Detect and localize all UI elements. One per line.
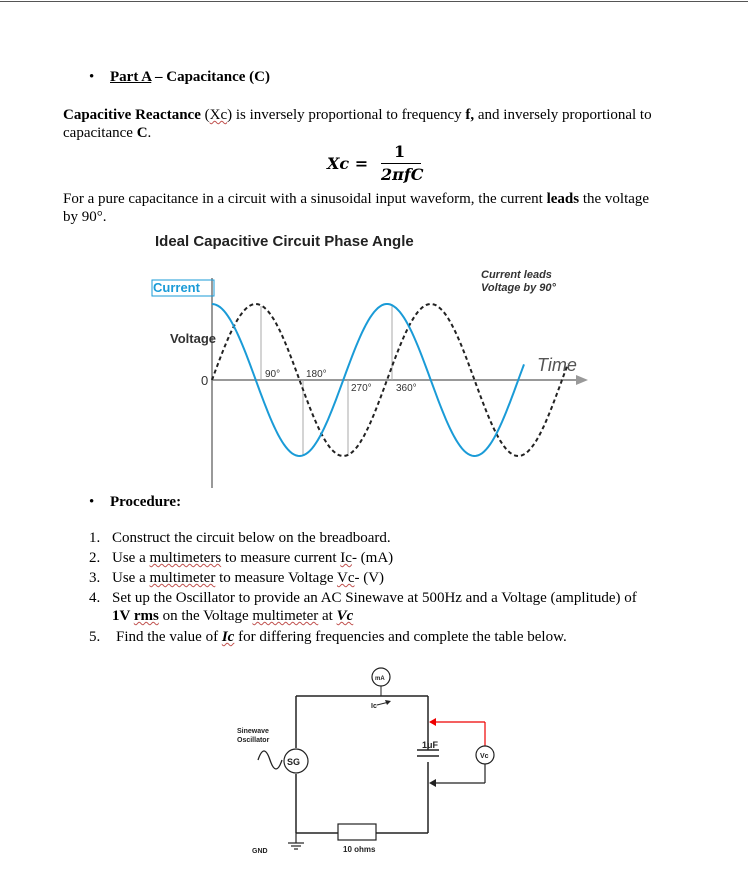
step-4-number: 4. bbox=[89, 590, 101, 606]
step-3-number: 3. bbox=[89, 570, 101, 586]
text-run: Ic bbox=[221, 629, 235, 645]
text-run: - (V) bbox=[354, 570, 385, 586]
top-border bbox=[0, 1, 748, 2]
resistor bbox=[338, 824, 376, 840]
tick-label-360: 360° bbox=[396, 383, 417, 394]
x-axis-arrow bbox=[576, 375, 588, 385]
text-run: rms bbox=[133, 608, 159, 624]
text-run: multimeter bbox=[149, 570, 216, 586]
text-run: Vc bbox=[336, 570, 355, 586]
annotation-line-1: Current leads bbox=[481, 269, 552, 281]
tick-label-90: 90° bbox=[265, 369, 281, 380]
current-legend: Current bbox=[153, 280, 200, 295]
text-run: For a pure capacitance in a circuit with a sinusoidal input waveform, the current bbox=[63, 191, 547, 207]
text-run: Find the value of bbox=[116, 629, 222, 645]
formula-denominator: 2πfC bbox=[381, 165, 424, 184]
text-run: to measure current bbox=[221, 550, 341, 566]
formula-numerator: 1 bbox=[394, 142, 406, 161]
oscillator-label-1: Sinewave bbox=[237, 728, 269, 735]
voltage-legend: Voltage bbox=[170, 331, 216, 346]
part-a-label: Part A bbox=[110, 69, 152, 85]
step-2-number: 2. bbox=[89, 550, 101, 566]
phase-chart bbox=[140, 226, 610, 496]
text-run: multimeters bbox=[149, 550, 222, 566]
text-run: on the Voltage bbox=[158, 608, 253, 624]
x-axis-label: Time bbox=[537, 355, 577, 375]
origin-label: 0 bbox=[201, 373, 209, 388]
capacitance-term: C bbox=[136, 125, 148, 141]
text-run: - (mA) bbox=[351, 550, 394, 566]
formula-lhs: Xc = bbox=[327, 154, 369, 173]
ammeter-label: mA bbox=[375, 676, 385, 682]
text-run: 1V bbox=[112, 608, 134, 624]
tick-label-180: 180° bbox=[306, 369, 327, 380]
text-run: at bbox=[318, 608, 337, 624]
sg-label: SG bbox=[287, 757, 301, 767]
oscillator-label-2: Oscillator bbox=[237, 737, 270, 744]
text-run: for differing frequencies and complete the table below. bbox=[234, 629, 567, 645]
text-run: the voltage bbox=[579, 191, 650, 207]
capacitor-label: 1uF bbox=[422, 740, 439, 750]
step-2-text bbox=[112, 549, 393, 567]
gnd-label: GND bbox=[252, 848, 268, 855]
frequency-term: f, bbox=[465, 107, 475, 123]
tick-label-270: 270° bbox=[351, 383, 372, 394]
phase-paragraph bbox=[63, 190, 723, 226]
part-a-dash: – bbox=[155, 69, 167, 85]
step-1-number: 1. bbox=[89, 530, 101, 546]
resistor-label: 10 ohms bbox=[343, 845, 376, 854]
sine-wave-icon bbox=[258, 751, 282, 769]
step-5-number: 5. bbox=[89, 629, 101, 645]
part-a-heading bbox=[110, 68, 270, 86]
reactance-term: Capacitive Reactance bbox=[63, 107, 201, 123]
text-run: Vc bbox=[336, 608, 354, 624]
leads-term: leads bbox=[546, 191, 580, 207]
part-a-rest: Capacitance (C) bbox=[166, 69, 270, 85]
fraction-bar bbox=[381, 163, 421, 164]
text-run: ( bbox=[200, 107, 210, 123]
step-5-text bbox=[116, 628, 567, 646]
xc-symbol: Xc bbox=[209, 107, 228, 123]
text-run: to measure Voltage bbox=[215, 570, 337, 586]
step-3-text bbox=[112, 569, 384, 587]
reactance-paragraph bbox=[63, 106, 703, 142]
procedure-heading: Procedure: bbox=[110, 494, 182, 510]
circuit-diagram bbox=[225, 660, 500, 865]
step-4-text bbox=[112, 589, 712, 625]
voltmeter-label: Vc bbox=[480, 753, 489, 760]
text-run: Set up the Oscillator to provide an AC Sinewave at 500Hz and a Voltage (amplitude) of bbox=[112, 590, 637, 606]
procedure-bullet: • bbox=[89, 494, 95, 510]
text-run: and inversely proportional to bbox=[474, 107, 652, 123]
part-a-bullet: • bbox=[89, 69, 95, 85]
current-label: Ic bbox=[371, 703, 377, 710]
text-run: capacitance bbox=[63, 125, 137, 141]
annotation-line-2: Voltage by 90° bbox=[481, 282, 556, 294]
vc-red-arrowhead bbox=[429, 718, 436, 726]
text-run: ) is inversely proportional to frequency bbox=[227, 107, 466, 123]
text-run: multimeter bbox=[252, 608, 319, 624]
text-run: by 90°. bbox=[63, 209, 107, 225]
text-run: Ic bbox=[340, 550, 352, 566]
step-1-text: Construct the circuit below on the breadboard. bbox=[112, 530, 391, 546]
text-run: Use a bbox=[112, 570, 150, 586]
vc-black-arrowhead bbox=[429, 779, 436, 787]
text-run: . bbox=[147, 125, 152, 141]
chart-title: Ideal Capacitive Circuit Phase Angle bbox=[155, 233, 414, 250]
text-run: Use a bbox=[112, 550, 150, 566]
